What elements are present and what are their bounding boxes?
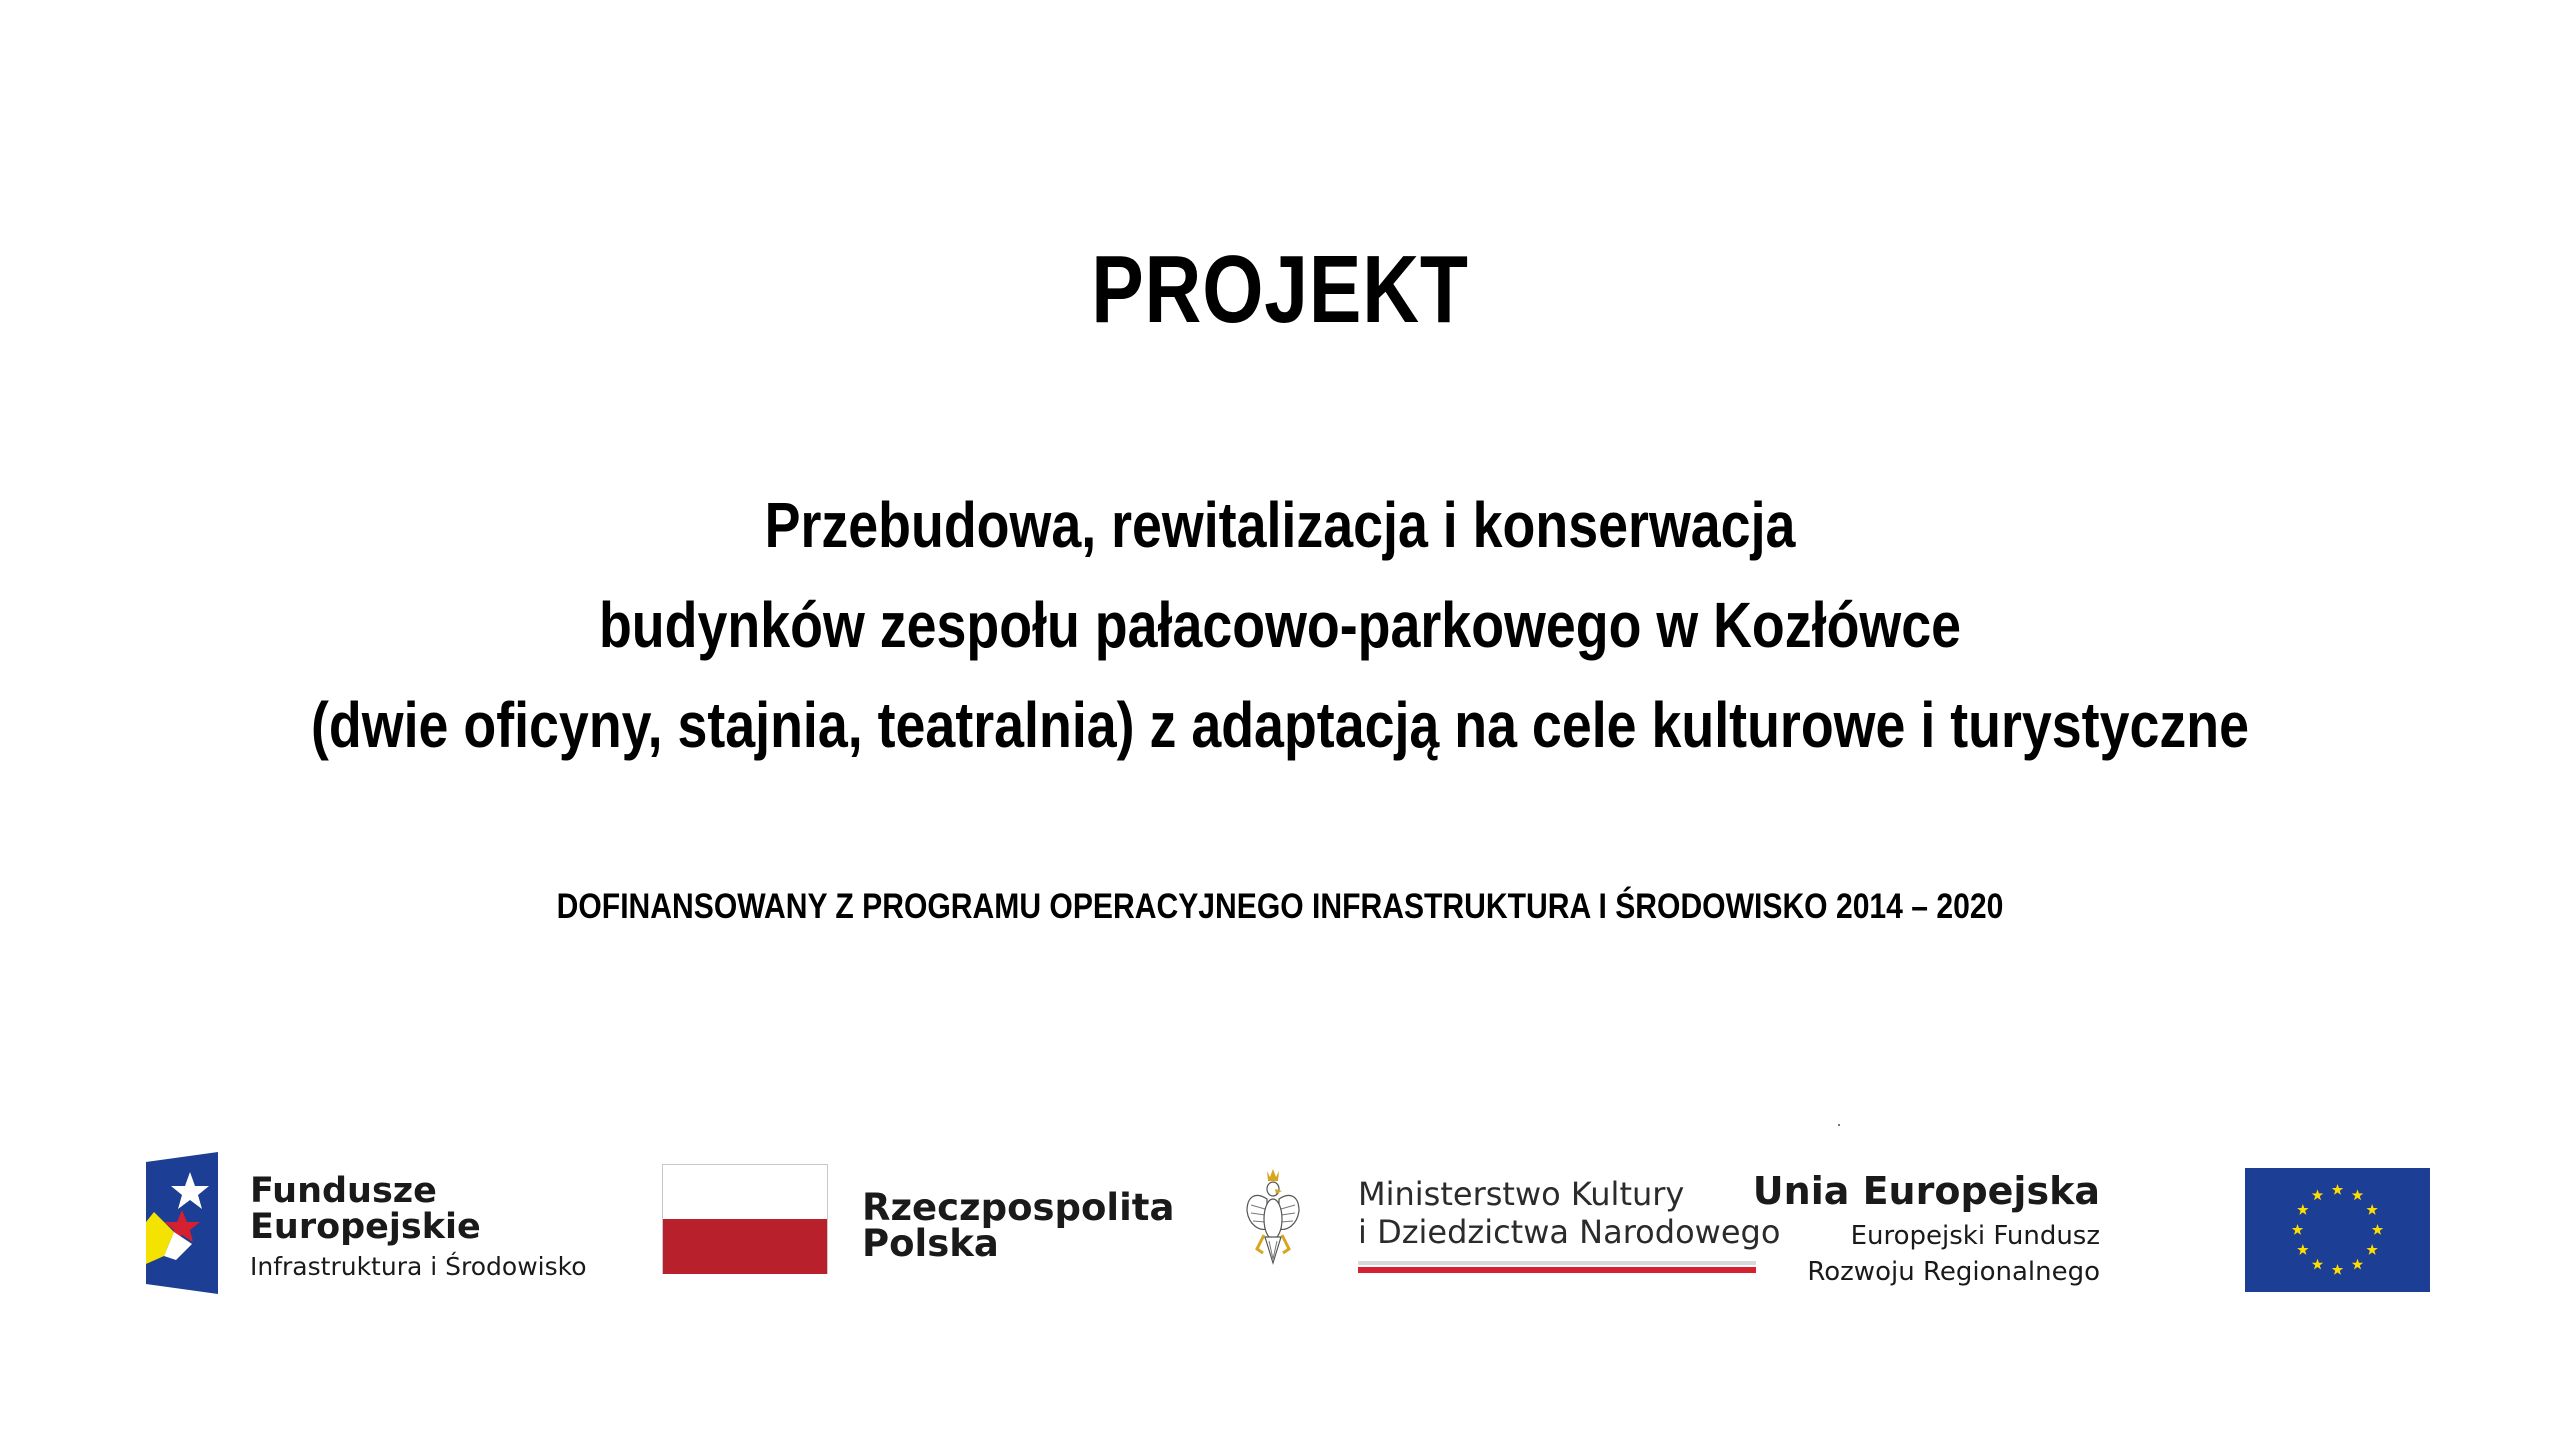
- ministerstwo-line-2: i Dziedzictwa Narodowego: [1358, 1213, 1781, 1251]
- project-name: [205, 475, 2355, 775]
- rzeczpospolita-line-2: Polska: [862, 1222, 999, 1265]
- eu-star-icon: [2292, 1224, 2303, 1235]
- rzeczpospolita-polska-logo: [662, 1164, 1175, 1279]
- rzeczpospolita-line-1: Rzeczpospolita: [862, 1186, 1175, 1229]
- page-title: PROJEKT: [1091, 236, 1469, 343]
- funding-statement: DOFINANSOWANY Z PROGRAMU OPERACYJNEGO INFRASTRUKTURA I ŚRODOWISKO 2014 – 2020: [556, 887, 2004, 926]
- eu-star-icon: [2332, 1184, 2343, 1195]
- project-name-line-1: Przebudowa, rewitalizacja i konserwacja: [764, 489, 1796, 561]
- decorative-dot: [1838, 1124, 1840, 1126]
- ministerstwo-line-1: Ministerstwo Kultury: [1358, 1175, 1685, 1213]
- polish-flag-icon: [662, 1164, 828, 1274]
- eu-star-icon: [2372, 1224, 2383, 1235]
- eu-star-icon: [2332, 1264, 2343, 1275]
- eu-star-icon: [2312, 1189, 2323, 1200]
- unia-europejska-logo: [1752, 1158, 2420, 1298]
- eu-star-icon: [2352, 1259, 2363, 1270]
- fundusze-line-1: Fundusze: [250, 1171, 437, 1211]
- project-name-line-3: (dwie oficyny, stajnia, teatralnia) z adaptacją na cele kulturowe i turystyczne: [311, 689, 2249, 761]
- fundusze-line-3: Infrastruktura i Środowisko: [250, 1252, 587, 1281]
- fundusze-line-2: Europejskie: [250, 1207, 481, 1247]
- unia-line-3: Rozwoju Regionalnego: [1807, 1257, 2100, 1287]
- ministerstwo-kultury-logo: [1245, 1165, 1785, 1280]
- eu-flag-icon: [2245, 1168, 2430, 1292]
- white-eagle-emblem-icon: [1245, 1167, 1301, 1275]
- ministerstwo-underline: [1358, 1261, 1756, 1273]
- unia-line-1: Unia Europejska: [1752, 1169, 2100, 1213]
- eu-star-icon: [2297, 1204, 2308, 1215]
- eu-star-icon: [2352, 1189, 2363, 1200]
- eu-star-icon: [2297, 1244, 2308, 1255]
- eu-star-icon: [2312, 1259, 2323, 1270]
- project-name-line-2: budynków zespołu pałacowo-parkowego w Kozłówce: [598, 589, 1962, 661]
- unia-line-2: Europejski Fundusz: [1850, 1221, 2100, 1251]
- fundusze-europejskie-logo: [146, 1152, 587, 1292]
- eu-star-icon: [2366, 1204, 2377, 1215]
- eu-star-icon: [2366, 1244, 2377, 1255]
- fundusze-europejskie-mark-icon: [146, 1152, 218, 1294]
